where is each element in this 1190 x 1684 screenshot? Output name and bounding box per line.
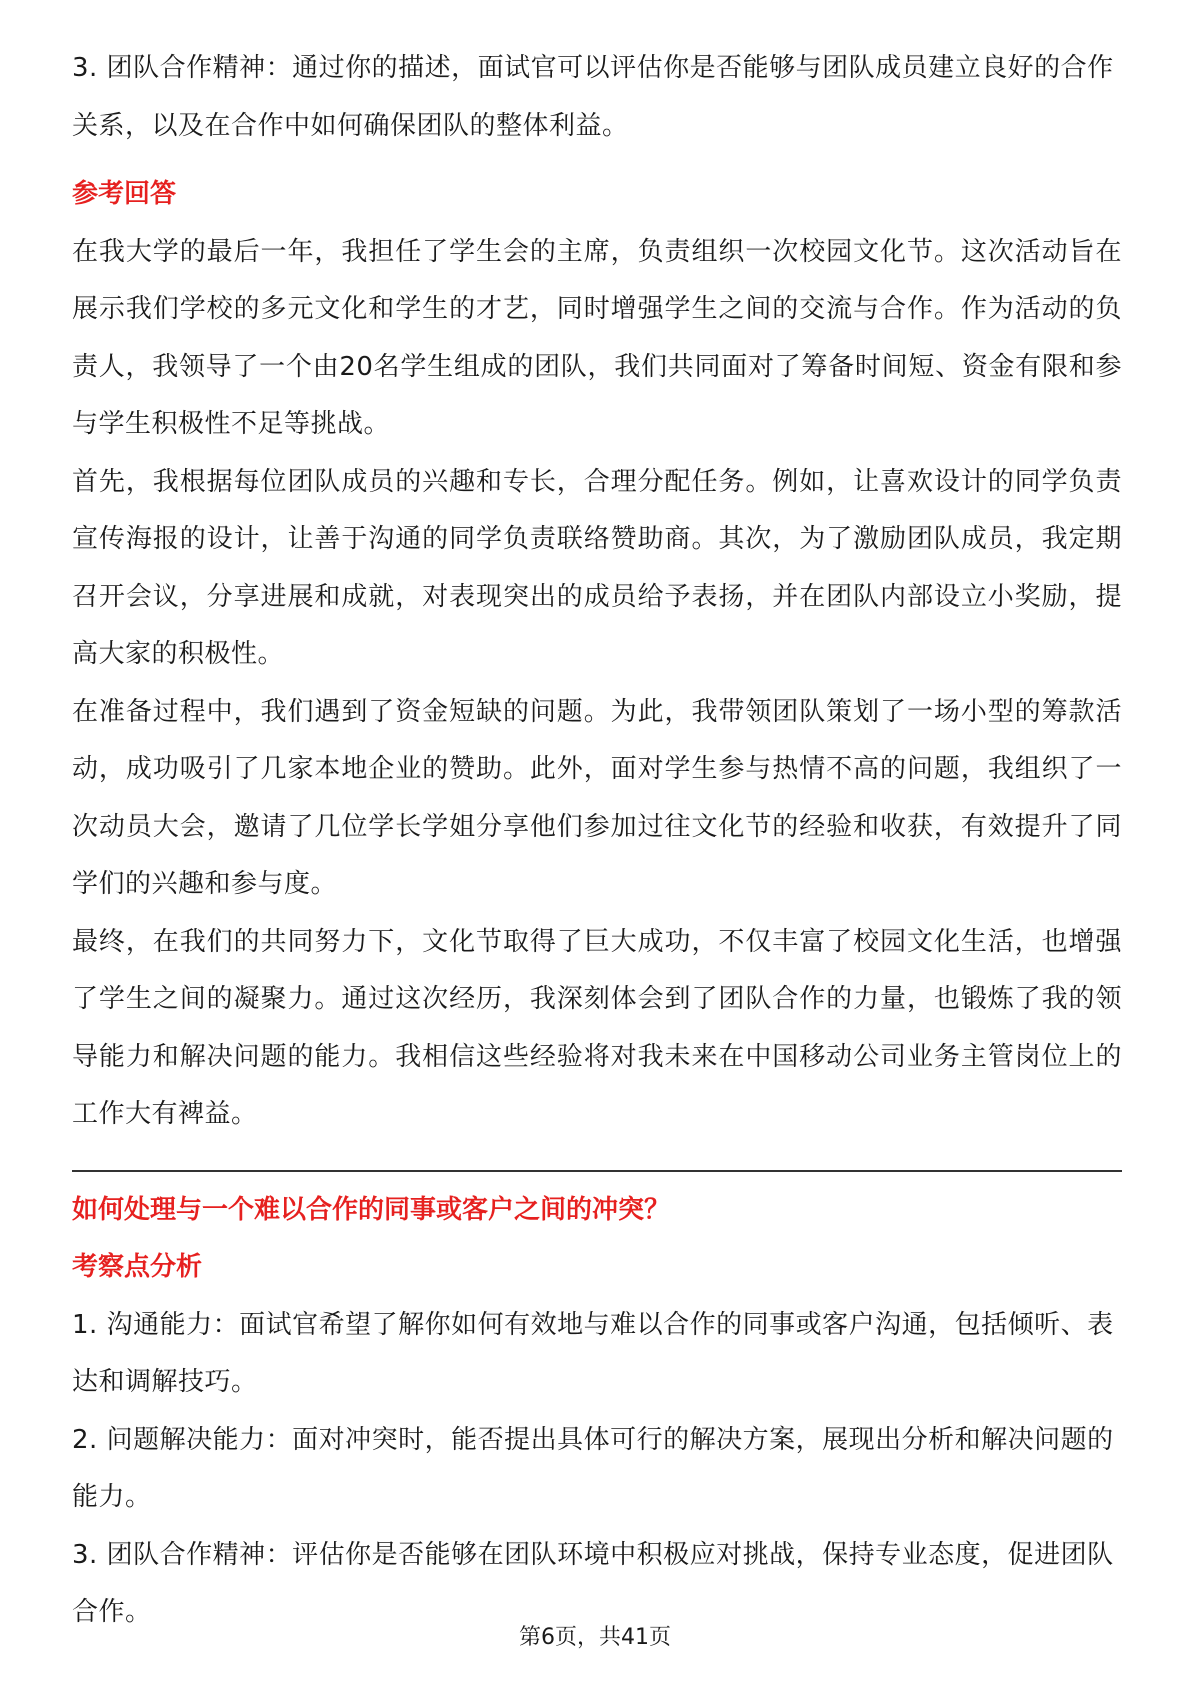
answer-paragraph-2: 首先，我根据每位团队成员的兴趣和专长，合理分配任务。例如，让喜欢设计的同学负责宣传海报的设计，让善于沟通的同学负责联络赞助商。其次，为了激励团队成员，我定期召开会议，分享进展和成就，对表现突出的成员给予表扬，并在团队内部设立小奖励，提高大家的积极性。	[72, 466, 1122, 669]
analysis-point-2: 2. 问题解决能力：面对冲突时，能否提出具体可行的解决方案，展现出分析和解决问题的能力。	[72, 1424, 1114, 1512]
answer-paragraph-1: 在我大学的最后一年，我担任了学生会的主席，负责组织一次校园文化节。这次活动旨在展示我们学校的多元文化和学生的才艺，同时增强学生之间的交流与合作。作为活动的负责人，我领导了一个由20名学生组成的团队，我们共同面对了筹备时间短、资金有限和参与学生积极性不足等挑战。	[72, 236, 1122, 439]
question-title: 如何处理与一个难以合作的同事或客户之间的冲突？	[72, 1194, 671, 1225]
answer-paragraph-3: 在准备过程中，我们遇到了资金短缺的问题。为此，我带领团队策划了一场小型的筹款活动，成功吸引了几家本地企业的赞助。此外，面对学生参与热情不高的问题，我组织了一次动员大会，邀请了几位学长学姐分享他们参加过往文化节的经验和收获，有效提升了同学们的兴趣和参与度。	[72, 696, 1122, 899]
answer-label: 参考回答	[72, 179, 177, 209]
page-number: 第6页，共41页	[519, 1625, 671, 1650]
page-footer	[0, 1620, 1190, 1651]
answer-paragraph-4: 最终，在我们的共同努力下，文化节取得了巨大成功，不仅丰富了校园文化生活，也增强了学生之间的凝聚力。通过这次经历，我深刻体会到了团队合作的力量，也锻炼了我的领导能力和解决问题的能力。我相信这些经验将对我未来在中国移动公司业务主管岗位上的工作大有裨益。	[72, 926, 1122, 1129]
analysis-label: 考察点分析	[72, 1252, 203, 1282]
analysis-point-1: 1. 沟通能力：面试官希望了解你如何有效地与难以合作的同事或客户沟通，包括倾听、表达和调解技巧。	[72, 1309, 1114, 1397]
previous-point-3: 3. 团队合作精神：通过你的描述，面试官可以评估你是否能够与团队成员建立良好的合作关系，以及在合作中如何确保团队的整体利益。	[72, 53, 1114, 141]
section-divider	[72, 1170, 1122, 1172]
document-page	[72, 40, 1122, 1642]
analysis-point-3: 3. 团队合作精神：评估你是否能够在团队环境中积极应对挑战，保持专业态度，促进团队合作。	[72, 1539, 1114, 1627]
